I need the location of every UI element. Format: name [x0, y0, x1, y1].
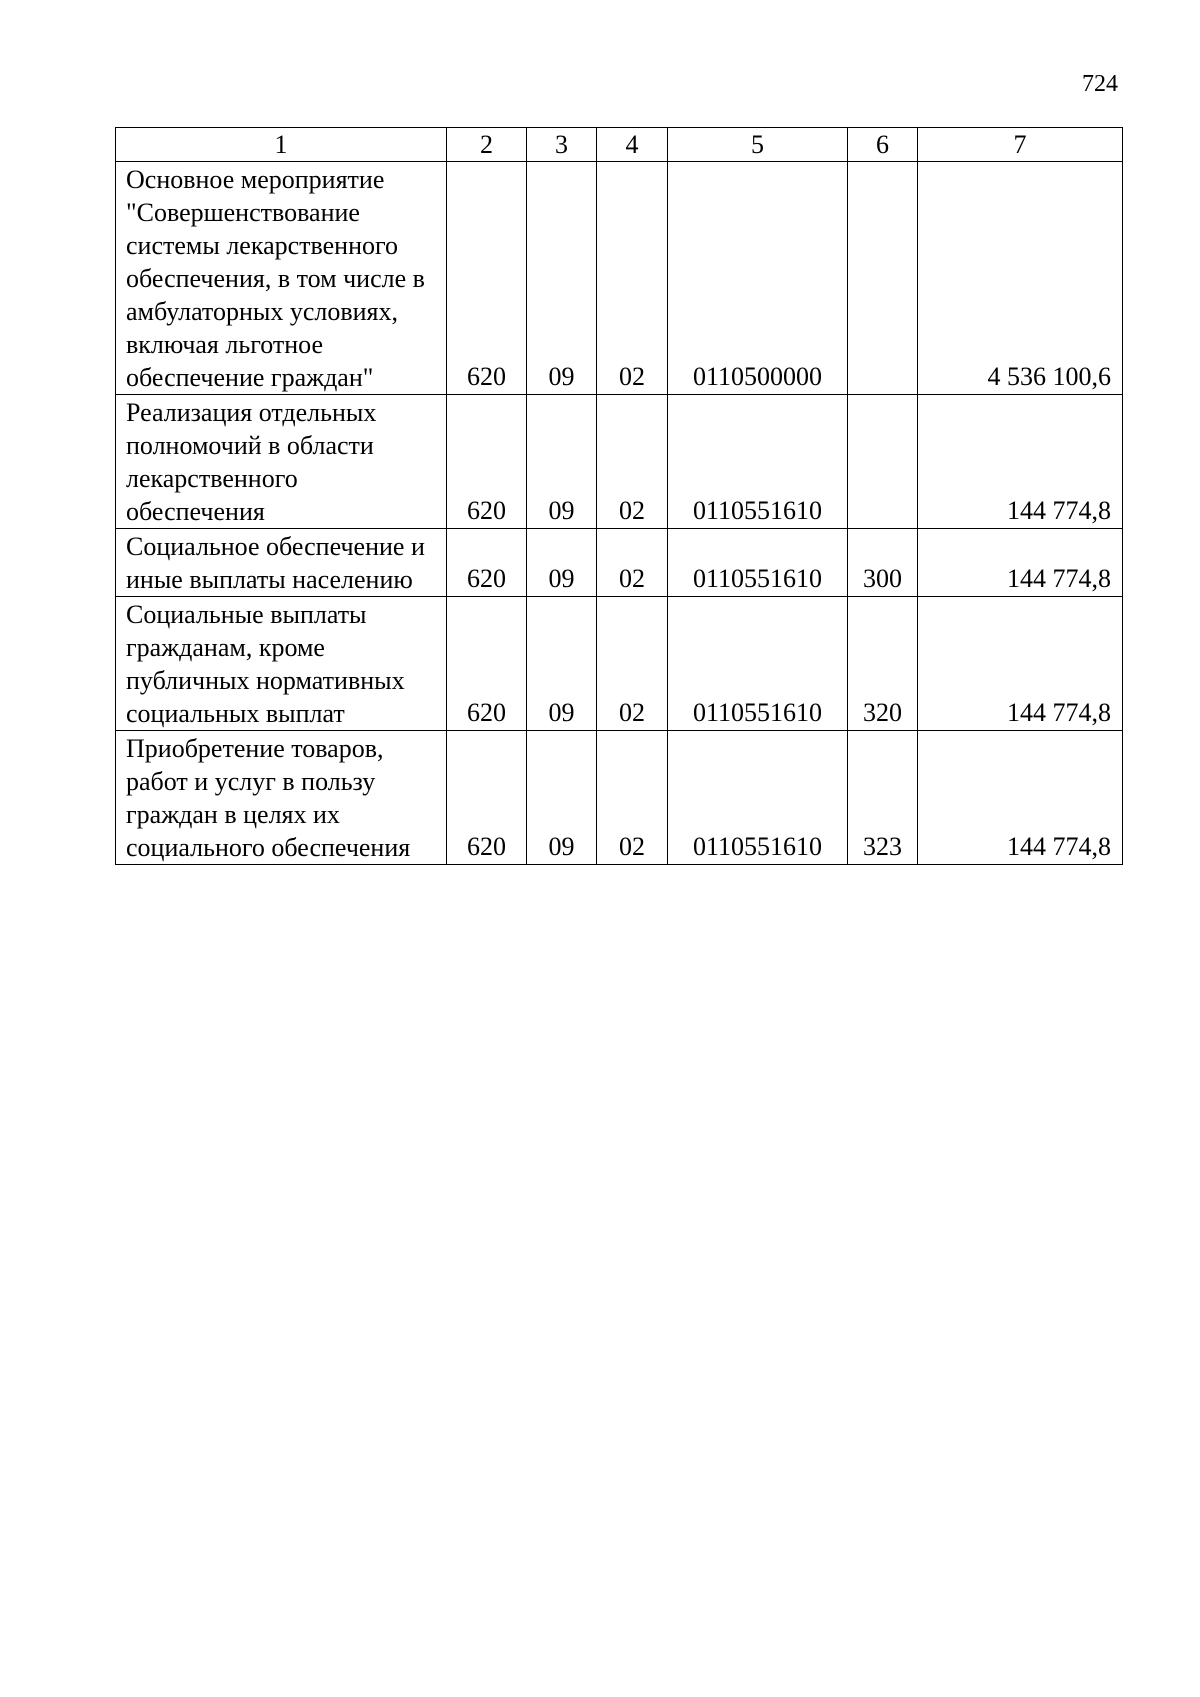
section-code: 09	[527, 162, 597, 395]
subsection-code: 02	[597, 395, 668, 529]
ministry-code: 620	[447, 597, 527, 731]
row-name: Социальные выплаты гражданам, кроме публичных нормативных социальных выплат	[116, 597, 447, 731]
section-code: 09	[527, 731, 597, 865]
expense-type-code	[848, 395, 918, 529]
amount: 144 774,8	[918, 597, 1123, 731]
ministry-code: 620	[447, 731, 527, 865]
column-header-3: 3	[527, 128, 597, 162]
row-name: Социальное обеспечение и иные выплаты населению	[116, 529, 447, 597]
column-header-2: 2	[447, 128, 527, 162]
row-name: Приобретение товаров, работ и услуг в пользу граждан в целях их социального обеспечения	[116, 731, 447, 865]
table-row	[116, 395, 1123, 529]
ministry-code: 620	[447, 395, 527, 529]
section-code: 09	[527, 597, 597, 731]
amount: 144 774,8	[918, 529, 1123, 597]
expense-type-code: 320	[848, 597, 918, 731]
target-item-code: 0110551610	[668, 731, 848, 865]
column-header-1: 1	[116, 128, 447, 162]
column-header-7: 7	[918, 128, 1123, 162]
table-row	[116, 731, 1123, 865]
table-body	[116, 162, 1123, 865]
target-item-code: 0110551610	[668, 597, 848, 731]
row-name: Реализация отдельных полномочий в области лекарственного обеспечения	[116, 395, 447, 529]
ministry-code: 620	[447, 529, 527, 597]
target-item-code: 0110551610	[668, 529, 848, 597]
table-row	[116, 597, 1123, 731]
target-item-code: 0110500000	[668, 162, 848, 395]
target-item-code: 0110551610	[668, 395, 848, 529]
amount: 144 774,8	[918, 395, 1123, 529]
table-header	[116, 128, 1123, 162]
column-header-6: 6	[848, 128, 918, 162]
page-number: 724	[1082, 71, 1118, 97]
expense-type-code: 323	[848, 731, 918, 865]
amount: 4 536 100,6	[918, 162, 1123, 395]
subsection-code: 02	[597, 162, 668, 395]
row-name: Основное мероприятие "Совершенствование системы лекарственного обеспечения, в том числе в амбулаторных условиях, включая льготное обеспечение граждан"	[116, 162, 447, 395]
section-code: 09	[527, 395, 597, 529]
column-header-5: 5	[668, 128, 848, 162]
subsection-code: 02	[597, 529, 668, 597]
expense-type-code	[848, 162, 918, 395]
table-row	[116, 162, 1123, 395]
subsection-code: 02	[597, 597, 668, 731]
amount: 144 774,8	[918, 731, 1123, 865]
subsection-code: 02	[597, 731, 668, 865]
budget-table	[115, 127, 1123, 865]
column-header-4: 4	[597, 128, 668, 162]
header-row	[116, 128, 1123, 162]
section-code: 09	[527, 529, 597, 597]
expense-type-code: 300	[848, 529, 918, 597]
table-row	[116, 529, 1123, 597]
ministry-code: 620	[447, 162, 527, 395]
